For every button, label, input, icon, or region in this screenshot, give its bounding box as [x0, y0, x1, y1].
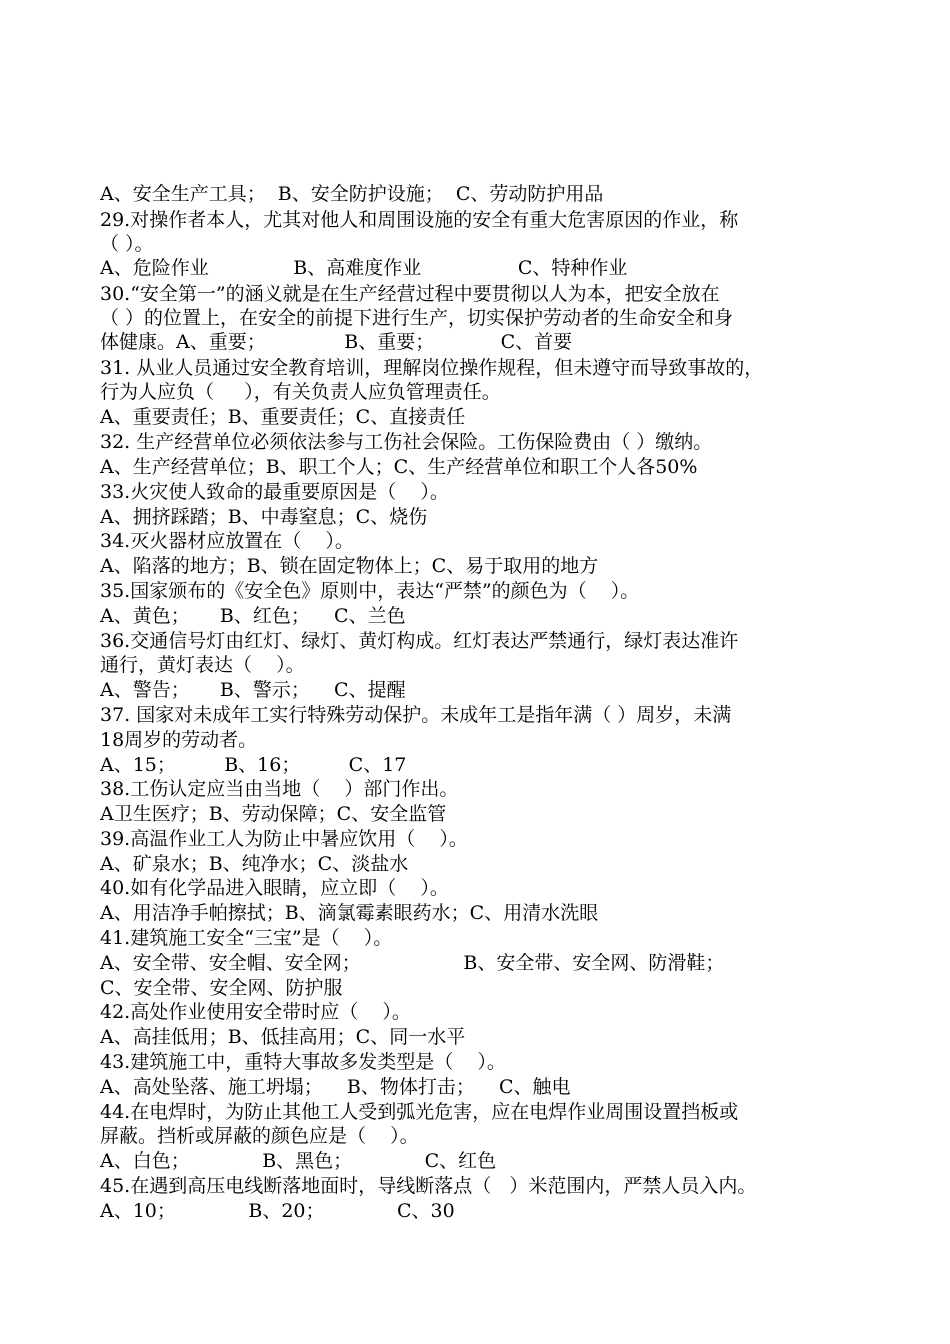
- question-34: 34.灭火器材应放置在（ ）。: [100, 530, 354, 552]
- question-37: 37. 国家对未成年工实行特殊劳动保护。未成年工是指年满（ ）周岁，未满: [100, 704, 732, 726]
- text-line: （ ）的位置上，在安全的前提下进行生产，切实保护劳动者的生命安全和身: [100, 307, 734, 329]
- question-32: 32. 生产经营单位必须依法参与工伤社会保险。工伤保险费由（ ）缴纳。: [100, 431, 713, 453]
- answer-options: A、10； B、20； C、30: [100, 1200, 455, 1222]
- answer-options: A、陷落的地方；B、锁在固定物体上；C、易于取用的地方: [100, 555, 599, 577]
- answer-options: A、黄色； B、红色； C、兰色: [100, 605, 406, 627]
- answer-options: A、矿泉水；B、纯净水；C、淡盐水: [100, 853, 409, 875]
- answer-options: A、安全带、安全帽、安全网； B、安全带、安全网、防滑鞋；: [100, 952, 725, 974]
- answer-options: A、拥挤踩踏；B、中毒窒息；C、烧伤: [100, 506, 428, 528]
- question-35: 35.国家颁布的《安全色》原则中，表达“严禁”的颜色为（ ）。: [100, 580, 640, 602]
- text-line: 18周岁的劳动者。: [100, 729, 258, 751]
- question-36: 36.交通信号灯由红灯、绿灯、黄灯构成。红灯表达严禁通行，绿灯表达准许: [100, 630, 739, 652]
- answer-options: A、高处坠落、施工坍塌； B、物体打击； C、触电: [100, 1076, 571, 1098]
- text-line: 体健康。A、重要； B、重要； C、首要: [100, 331, 573, 353]
- text-line: 屏蔽。挡析或屏蔽的颜色应是（ ）。: [100, 1125, 419, 1147]
- question-41: 41.建筑施工安全“三宝”是（ ）。: [100, 927, 393, 949]
- answer-options: A、重要责任；B、重要责任；C、直接责任: [100, 406, 466, 428]
- answer-options: C、安全带、安全网、防护服: [100, 977, 343, 999]
- text-line: （ ）。: [100, 233, 154, 255]
- answer-options: A、用洁净手帕擦拭；B、滴氯霉素眼药水；C、用清水洗眼: [100, 902, 599, 924]
- question-30: 30.“安全第一”的涵义就是在生产经营过程中要贯彻以人为本，把安全放在: [100, 283, 720, 305]
- text-line: 行为人应负（ ），有关负责人应负管理责任。: [100, 381, 501, 403]
- text-line: 通行，黄灯表达（ ）。: [100, 654, 305, 676]
- question-43: 43.建筑施工中，重特大事故多发类型是（ ）。: [100, 1051, 506, 1073]
- answer-options: A、生产经营单位；B、职工个人；C、生产经营单位和职工个人各50%: [100, 456, 698, 478]
- text-line: A、安全生产工具； B、安全防护设施； C、劳动防护用品: [100, 183, 604, 205]
- answer-options: A、警告； B、警示； C、提醒: [100, 679, 406, 701]
- question-44: 44.在电焊时，为防止其他工人受到弧光危害，应在电焊作业周围设置挡板或: [100, 1101, 739, 1123]
- answer-options: A、白色； B、黑色； C、红色: [100, 1150, 497, 1172]
- question-38: 38.工伤认定应当由当地（ ）部门作出。: [100, 778, 459, 800]
- question-45: 45.在遇到高压电线断落地面时，导线断落点（ ）米范围内，严禁人员入内。: [100, 1175, 757, 1197]
- question-39: 39.高温作业工人为防止中暑应饮用（ ）。: [100, 828, 468, 850]
- question-31: 31. 从业人员通过安全教育培训，理解岗位操作规程，但未遵守而导致事故的，: [100, 357, 764, 379]
- question-29: 29.对操作者本人，尤其对他人和周围设施的安全有重大危害原因的作业，称: [100, 209, 739, 231]
- answer-options: A卫生医疗；B、劳动保障；C、安全监管: [100, 803, 447, 825]
- answer-options: A、危险作业 B、高难度作业 C、特种作业: [100, 257, 628, 279]
- question-33: 33.火灾使人致命的最重要原因是（ ）。: [100, 481, 449, 503]
- answer-options: A、高挂低用；B、低挂高用；C、同一水平: [100, 1026, 466, 1048]
- answer-options: A、15； B、16； C、17: [100, 754, 407, 776]
- question-42: 42.高处作业使用安全带时应（ ）。: [100, 1001, 411, 1023]
- question-40: 40.如有化学品进入眼睛，应立即（ ）。: [100, 877, 449, 899]
